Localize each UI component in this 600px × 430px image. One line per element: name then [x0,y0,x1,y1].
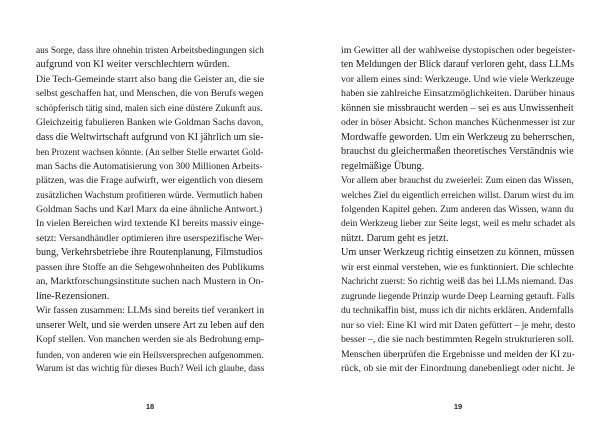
text-line: plätzen, was die Frage aufwirft, wer eigentlich von diesem [36,175,264,187]
text-line: an, Marktforschungsinstitute suchen nach Mustern in On- [36,276,264,288]
right-page-text [341,44,575,376]
text-line: nur so viel: Eine KI wird mit Daten gefüttert – je mehr, desto [341,319,575,331]
text-line: rück, ob sie mit der Einordnung danebenliegt oder nicht. Je [341,362,575,374]
text-line: zugrunde liegende Prinzip wurde Deep Learning getauft. Falls [341,291,575,302]
text-line: Um unser Werkzeug richtig einsetzen zu können, müssen [341,247,575,259]
text-line: Nachricht zuerst: So richtig weiß das bei LLMs niemand. Das [341,277,574,288]
text-line: In vielen Bereichen wird textende KI bereits massiv einge- [36,218,264,230]
text-line: du technikaffin bist, muss ich dir nichts erklären. Andernfalls [341,306,574,317]
text-line: vor allem eines sind: Werkzeuge. Und wie viele Werkzeuge [341,73,575,85]
text-line: oder in böser Absicht. Schon manches Küchenmesser ist zur [341,117,575,129]
text-line: Warum ist das wichtig für dieses Buch? Weil ich glaube, dass [36,363,264,374]
text-line: können sie missbraucht werden – sei es aus Unwissenheit [341,102,574,114]
text-line: folgenden Kapitel gehen. Zum anderen das Wissen, wann du [341,203,574,215]
text-line: wir erst einmal verstehen, wie es funktioniert. Die schlechte [341,261,574,273]
text-line: line-Rezensionen. [36,290,110,302]
text-line: Vor allem aber brauchst du zweierlei: Zum einen das Wissen, [341,176,574,187]
text-line: bung, Verkehrsbetriebe ihre Routenplanung, Filmstudios [36,247,263,259]
left-page-text [36,44,264,376]
text-line: funden, von anderen wie ein Heilsversprechen aufgenommen. [36,349,264,360]
text-line: Kopf stellen. Von manchen werden sie als Bedrohung emp- [36,334,264,346]
text-line: Gleichzeitig fabulieren Banken wie Goldman Sachs davon, [36,117,264,129]
text-line: Mordwaffe geworden. Um ein Werkzeug zu beherrschen, [341,131,575,143]
text-line: selbst geschaffen hat, und Menschen, die von Berufs wegen [36,89,264,100]
text-line: brauchst du gleichermaßen theoretisches Verständnis wie [341,146,574,158]
text-line: ten Meldungen der Blick darauf verloren geht, dass LLMs [341,59,574,71]
text-line: Goldman Sachs und Karl Marx da eine ähnliche Antwort.) [36,203,263,215]
text-line: Menschen überprüfen die Ergebnisse und melden der KI zu- [341,348,575,360]
text-line: regelmäßige Übung. [341,160,425,172]
text-line: nützt. Darum geht es jetzt. [341,232,449,244]
text-line: im Gewitter all der wahlweise dystopischen oder begeister- [341,45,575,56]
text-line: Die Tech-Gemeinde starrt also bang die Geister an, die sie [36,73,264,85]
text-line: man Sachs die Automatisierung von 300 Millionen Arbeits- [36,161,263,172]
text-line: dein Werkzeug lieber zur Seite legst, weil es mehr schadet als [341,219,575,230]
text-line: aus Sorge, dass ihre ohnehin tristen Arbeitsbedingungen sich [36,46,264,56]
text-line: besser –, die sie nach bestimmten Regeln strukturieren soll. [341,334,574,346]
text-line: setzt: Versandhändler optimieren ihre userspezifische Wer- [36,232,264,244]
text-line: passen ihre Stoffe an die Sehgewohnheiten des Publikums [36,261,264,273]
text-line: zusätzlichen Wachstum profitieren würde. Vermutlich haben [36,190,263,201]
right-page-number: 19 [453,402,463,411]
left-page-number: 18 [145,402,155,411]
text-line: dass die Weltwirtschaft aufgrund von KI jährlich um sie- [36,131,264,143]
text-line: ben Prozent wachsen könnte. (An selber Stelle erwartet Gold- [36,147,264,158]
text-line: aufgrund von KI weiter verschlechtern würden. [36,59,230,71]
text-line: unserer Welt, und sie werden unsere Art zu leben auf den [36,319,264,331]
text-line: haben sie zahlreiche Einsatzmöglichkeiten. Darüber hinaus [341,88,575,100]
right-page [300,0,600,430]
text-line: welches Ziel du eigentlich erreichen willst. Darum wirst du im [341,190,574,201]
text-line: schöpferisch tätig sind, malen sich eine düstere Zukunft aus. [36,103,263,114]
text-line: Wir fassen zusammen: LLMs sind bereits tief verankert in [36,305,264,317]
